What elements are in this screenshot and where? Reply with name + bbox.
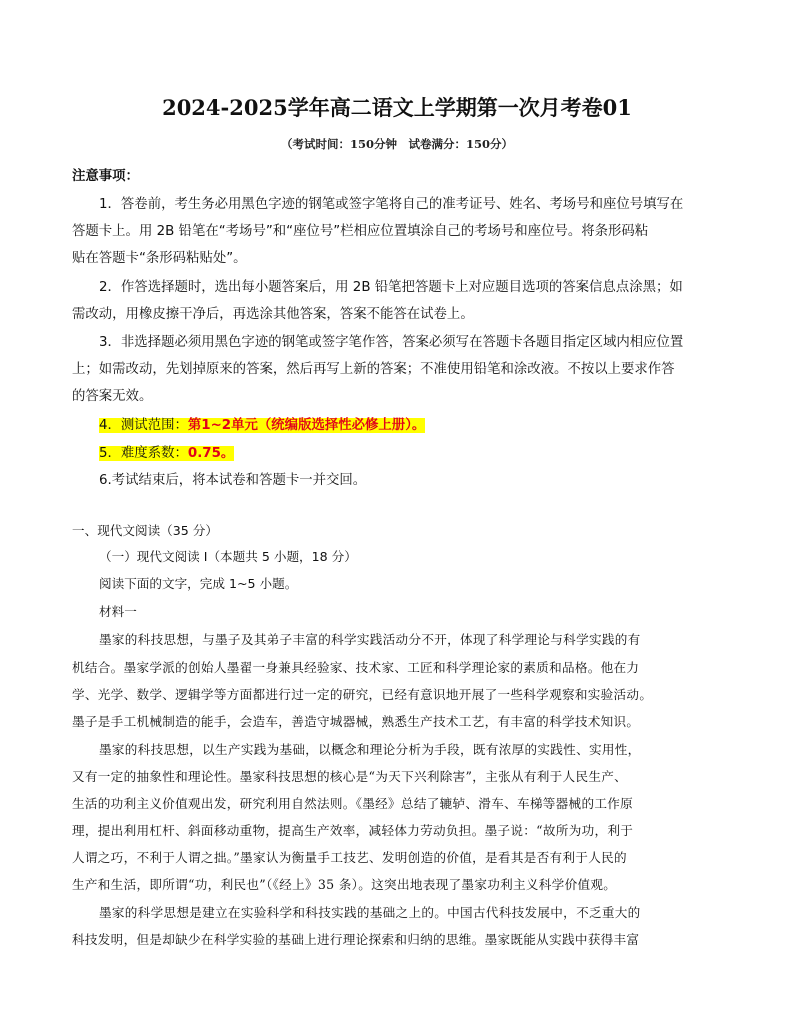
test-scope-value: 第1~2单元（统编版选择性必修上册）。 (187, 418, 426, 433)
notice-item-1-line-1: 1．答卷前，考生务必用黑色字迹的钢笔或签字笔将自己的准考证号、姓名、考场号和座位号填写在 (99, 197, 684, 212)
subsection-heading: （一）现代文阅读 I（本题共 5 小题，18 分） (99, 549, 357, 564)
para2-line-3: 生活的功利主义价值观出发，研究利用自然法则。《墨经》总结了辘轳、滑车、车梯等器械的工作原 (72, 796, 634, 811)
para1-line-2: 机结合。墨家学派的创始人墨翟一身兼具经验家、技术家、工匠和科学理论家的素质和品格。他在力 (72, 660, 640, 675)
para2-line-4: 理，提出利用杠杆、斜面移动重物，提高生产效率，减轻体力劳动负担。墨子说：“故所为功，利于 (72, 823, 634, 838)
test-scope-label: 4．测试范围： (99, 418, 188, 433)
material-label: 材料一 (99, 604, 137, 619)
notice-item-6: 6.考试结束后，将本试卷和答题卡一并交回。 (99, 473, 367, 488)
reading-instruction: 阅读下面的文字，完成 1~5 小题。 (99, 576, 298, 591)
exam-meta: （考试时间：150分钟 试卷满分：150分） (280, 137, 513, 151)
para2-line-6: 生产和生活，即所谓“功，利民也”（《经上》35 条）。这突出地表现了墨家功利主义科学价值观。 (72, 877, 617, 892)
notice-item-2-line-2: 需改动，用橡皮擦干净后，再选涂其他答案，答案不能答在试卷上。 (72, 307, 474, 322)
section-heading: 一、现代文阅读（35 分） (72, 523, 218, 538)
notice-item-1-line-3: 贴在答题卡“条形码粘贴处”。 (72, 251, 247, 266)
para3-line-2: 科技发明，但是却缺少在科学实验的基础上进行理论探索和归纳的思维。墨家既能从实践中获得丰富 (72, 932, 640, 947)
page-title: 2024-2025学年高二语文上学期第一次月考卷01 (162, 95, 632, 120)
notice-item-4 (99, 414, 425, 433)
notice-item-1-line-2: 答题卡上。用 2B 铅笔在“考场号”和“座位号”栏相应位置填涂自己的考场号和座位号。将条形码粘 (72, 224, 649, 239)
notice-item-2-line-1: 2．作答选择题时，选出每小题答案后，用 2B 铅笔把答题卡上对应题目选项的答案信息点涂黑；如 (99, 280, 683, 295)
para1-line-4: 墨子是手工机械制造的能手，会造车，善造守城器械，熟悉生产技术工艺，有丰富的科学技术知识。 (72, 714, 640, 729)
notice-item-3-line-1: 3．非选择题必须用黑色字迹的钢笔或签字笔作答，答案必须写在答题卡各题目指定区域内相应位置 (99, 335, 684, 350)
difficulty-value: 0.75。 (187, 446, 235, 461)
para2-line-5: 人谓之巧，不利于人谓之拙。”墨家认为衡量手工技艺、发明创造的价值，是看其是否有利于人民的 (72, 850, 627, 865)
para2-line-1: 墨家的科技思想，以生产实践为基础，以概念和理论分析为手段，既有浓厚的实践性、实用性， (99, 742, 641, 757)
para2-line-2: 又有一定的抽象性和理论性。墨家科技思想的核心是“为天下兴利除害”，主张从有利于人民生产、 (72, 769, 628, 784)
notice-item-5 (99, 442, 234, 461)
notice-item-3-line-3: 的答案无效。 (72, 389, 153, 404)
para1-line-1: 墨家的科技思想，与墨子及其弟子丰富的科学实践活动分不开，体现了科学理论与科学实践的有 (99, 632, 641, 647)
difficulty-label: 5．难度系数： (99, 446, 188, 461)
notice-item-3-line-2: 上；如需改动，先划掉原来的答案，然后再写上新的答案；不准使用铅笔和涂改液。不按以上要求作答 (72, 362, 675, 377)
para1-line-3: 学、光学、数学、逻辑学等方面都进行过一定的研究，已经有意识地开展了一些科学观察和实验活动。 (72, 687, 653, 702)
notice-heading: 注意事项： (72, 169, 139, 184)
para3-line-1: 墨家的科学思想是建立在实验科学和科技实践的基础之上的。中国古代科技发展中，不乏重大的 (99, 905, 641, 920)
